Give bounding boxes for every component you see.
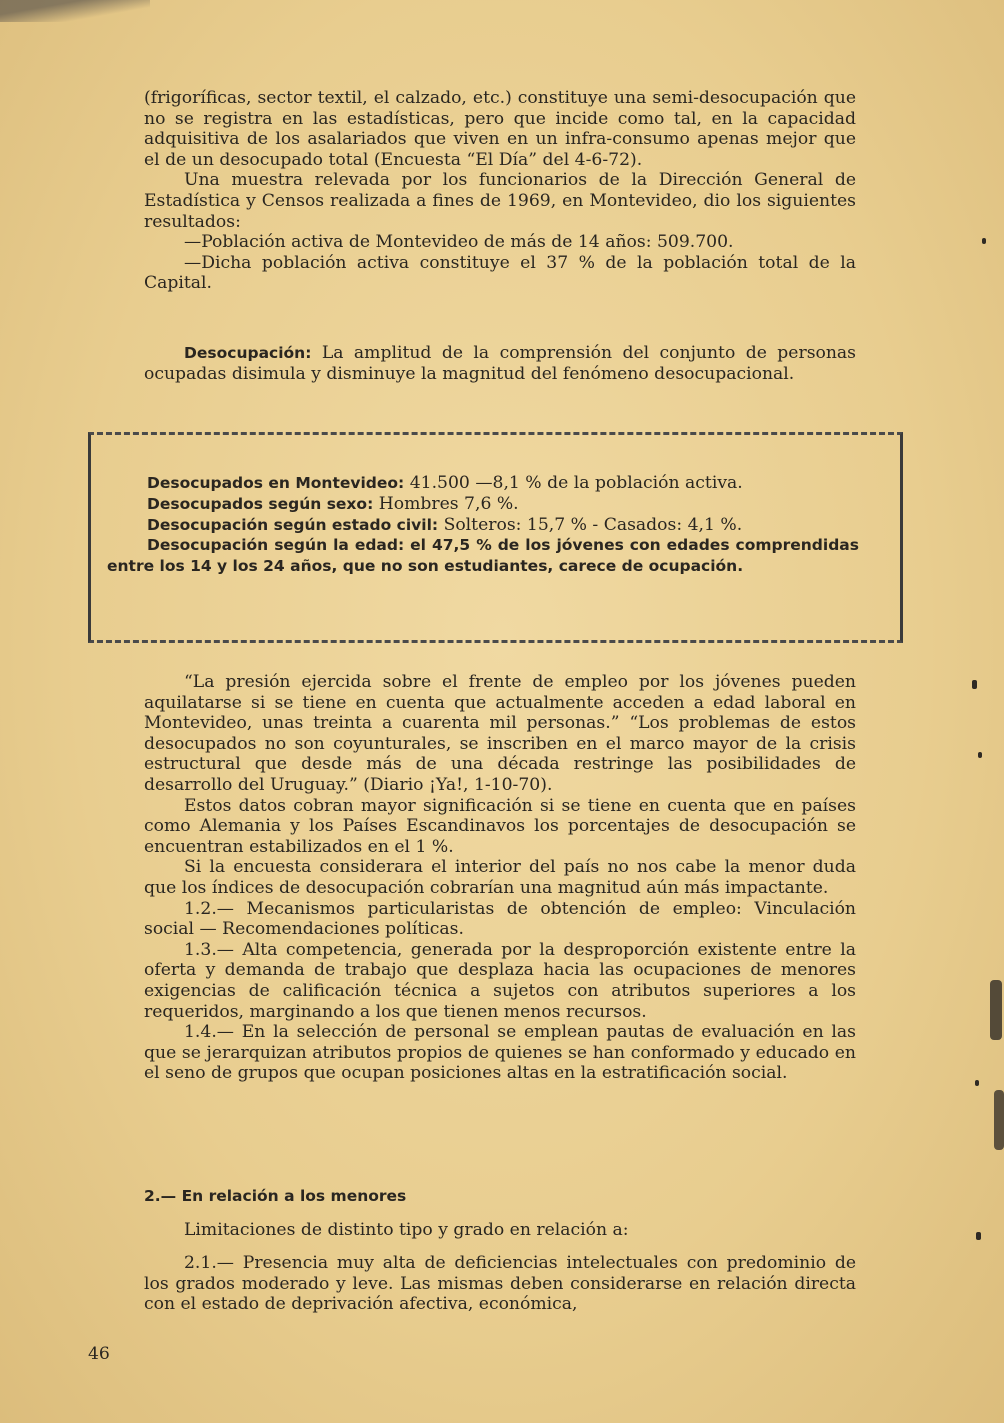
desocupacion-paragraph [144, 343, 856, 384]
item-1-2: 1.2.— Mecanismos particularistas de obtención de empleo: Vinculación social — Recomendaciones políticas. [144, 898, 856, 940]
section-heading: 2.— En relación a los menores [144, 1187, 407, 1205]
scan-speck [978, 752, 982, 758]
scan-speck [982, 238, 986, 244]
paragraph: (frigoríficas, sector textil, el calzado, etc.) constituye una semi-desocupación que no se registra en las estadísticas, pero que incide como tal, en la capacidad adquisitiva de los asalariados que viven en un infra-consumo apenas mejor que el de un desocupado total (Encuesta “El Día” del 4-6-72). [144, 88, 856, 170]
item-1-4: 1.4.— En la selección de personal se emplean pautas de evaluación en las que se jerarquizan atributos propios de quienes se han conformado y educado en el seno de grupos que ocupan posiciones altas en la estratificación social. [144, 1022, 856, 1084]
statistics-box [88, 432, 903, 643]
body-paragraphs [144, 672, 856, 1084]
quote-paragraph: “La presión ejercida sobre el frente de empleo por los jóvenes pueden aquilatarse si se tiene en cuenta que actualmente acceden a edad laboral en Montevideo, unas treinta a cuarenta mil personas.” “Los problemas de estos desocupados no son coyunturales, se inscriben en el marco mayor de la crisis estructural que desde más de una década restringe las posibilidades de desarrollo del Uruguay.” (Diario ¡Ya!, 1-10-70). [144, 672, 856, 795]
section-2 [144, 1186, 856, 1315]
stat-line: Desocupación según estado civil: Solteros: 15,7 % - Casados: 4,1 %. [147, 514, 743, 535]
paragraph: Una muestra relevada por los funcionarios de la Dirección General de Estadística y Censos realizada a fines de 1969, en Montevideo, dio los siguientes resultados: [144, 170, 856, 232]
stat-line: Desocupados según sexo: Hombres 7,6 %. [147, 493, 519, 514]
stat-line: Desocupación según la edad: el 47,5 % de los jóvenes con edades comprendidas entre los 14 y los 24 años, que no son estudiantes, carece de ocupación. [107, 536, 859, 576]
scan-speck [972, 680, 977, 689]
opening-paragraphs [144, 88, 856, 294]
list-item: —Población activa de Montevideo de más de 14 años: 509.700. [184, 232, 734, 253]
stat-line: Desocupados en Montevideo: 41.500 —8,1 % de la población activa. [147, 473, 743, 493]
scan-edge-damage [994, 1090, 1004, 1150]
scan-speck [975, 1080, 979, 1086]
scan-edge-damage [990, 980, 1002, 1040]
paragraph: Si la encuesta considerara el interior del país no nos cabe la menor duda que los índices de desocupación cobrarían una magnitud aún más impactante. [144, 857, 856, 898]
paragraph: Limitaciones de distinto tipo y grado en relación a: [184, 1219, 629, 1240]
item-2-1: 2.1.— Presencia muy alta de deficiencias intelectuales con predominio de los grados moderado y leve. Las mismas deben considerarse en relación directa con el estado de deprivación afectiva, económica, [144, 1253, 856, 1315]
statistics-content [107, 473, 859, 577]
scan-speck [976, 1232, 981, 1240]
page-number: 46 [88, 1344, 110, 1364]
paragraph: Estos datos cobran mayor significación si se tiene en cuenta que en países como Alemania y los Países Escandinavos los porcentajes de desocupación se encuentran estabilizados en el 1 %. [144, 795, 856, 857]
scan-corner-mark [0, 0, 150, 22]
desocupacion-text: La amplitud de la comprensión del conjunto de personas ocupadas disimula y disminuye la magnitud del fenómeno desocupacional. [144, 343, 857, 384]
item-1-3: 1.3.— Alta competencia, generada por la desproporción existente entre la oferta y demanda de trabajo que desplaza hacia las ocupaciones de menores exigencias de calificación técnica a sujetos con atributos superiores a los requeridos, marginando a los que tienen menos recursos. [144, 939, 856, 1022]
desocupacion-label: Desocupación: [184, 344, 312, 362]
list-item: —Dicha población activa constituye el 37 % de la población total de la Capital. [144, 252, 856, 294]
